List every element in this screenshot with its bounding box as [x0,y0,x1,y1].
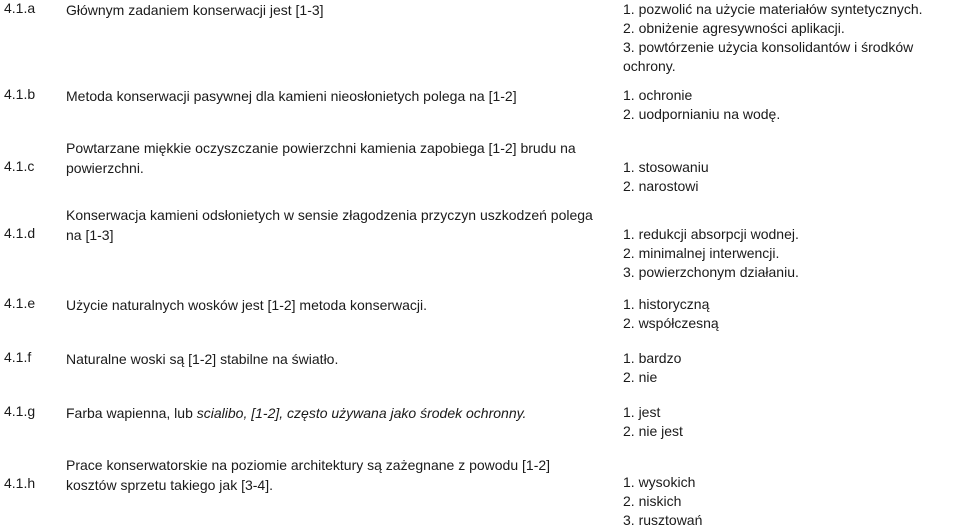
question-number: 4.1.e [4,295,36,311]
question-text: Użycie naturalnych wosków jest [1-2] metoda konserwacji. [66,297,428,313]
question-text: Metoda konserwacji pasywnej dla kamieni nieosłonietych polega na [1-2] [66,88,517,104]
answer-option: 1. wysokich [623,474,696,490]
answer-option: 3. rusztowań [623,512,703,528]
answer-option: 2. narostowi [623,178,699,194]
answer-option: 1. stosowaniu [623,159,709,175]
answer-option: 2. obniżenie agresywności aplikacji. [623,20,845,36]
answer-option: 3. powierzchonym działaniu. [623,264,799,280]
question-number: 4.1.d [4,225,36,241]
answer-options [623,403,683,441]
question-number: 4.1.b [4,86,36,102]
answer-option: 1. historyczną [623,296,710,312]
question-text-plain: Farba wapienna, lub [66,405,197,421]
question-number: 4.1.a [4,0,36,16]
answer-options [623,0,923,76]
answer-option: 1. redukcji absorpcji wodnej. [623,226,799,242]
answer-option: 1. ochronie [623,87,693,103]
question-text: Głównym zadaniem konserwacji jest [1-3] [66,2,324,18]
answer-options [623,225,799,282]
answer-option: 2. minimalnej interwencji. [623,245,780,261]
answer-options [623,349,681,387]
question-text [66,138,596,178]
answer-option: 1. pozwolić na użycie materiałów syntetycznych. [623,1,923,17]
answer-options [623,473,702,530]
question-text [66,205,596,245]
answer-option: 2. uodpornianiu na wodę. [623,106,781,122]
question-text-line: kosztów sprzetu takiego jak [3-4]. [66,477,273,493]
question-text [66,455,596,495]
answer-option: 1. jest [623,404,661,420]
question-text-line: na [1-3] [66,227,114,243]
answer-options [623,295,719,333]
question-number: 4.1.g [4,403,36,419]
answer-option: 2. nie [623,369,658,385]
question-number: 4.1.c [4,158,35,174]
answer-option: ochrony. [623,58,676,74]
question-text-italic: scialibo, [1-2], często używana jako środek ochronny. [196,405,527,421]
answer-option: 2. nie jest [623,423,683,439]
answer-option: 1. bardzo [623,350,682,366]
answer-option: 3. powtórzenie użycia konsolidantów i środków [623,39,914,55]
answer-options [623,158,709,196]
question-text [66,403,596,423]
question-number: 4.1.h [4,475,36,491]
question-text-line: powierzchni. [66,160,144,176]
answer-option: 2. niskich [623,493,682,509]
question-text-line: Konserwacja kamieni odsłonietych w sensie złagodzenia przyczyn uszkodzeń polega [66,207,593,223]
question-number: 4.1.f [4,349,32,365]
question-text-line: Powtarzane miękkie oczyszczanie powierzchni kamienia zapobiega [1-2] brudu na [66,140,576,156]
answer-options [623,86,780,124]
question-text-line: Prace konserwatorskie na poziomie architektury są zażegnane z powodu [1-2] [66,457,551,473]
answer-option: 2. współczesną [623,315,719,331]
question-text: Naturalne woski są [1-2] stabilne na światło. [66,351,339,367]
